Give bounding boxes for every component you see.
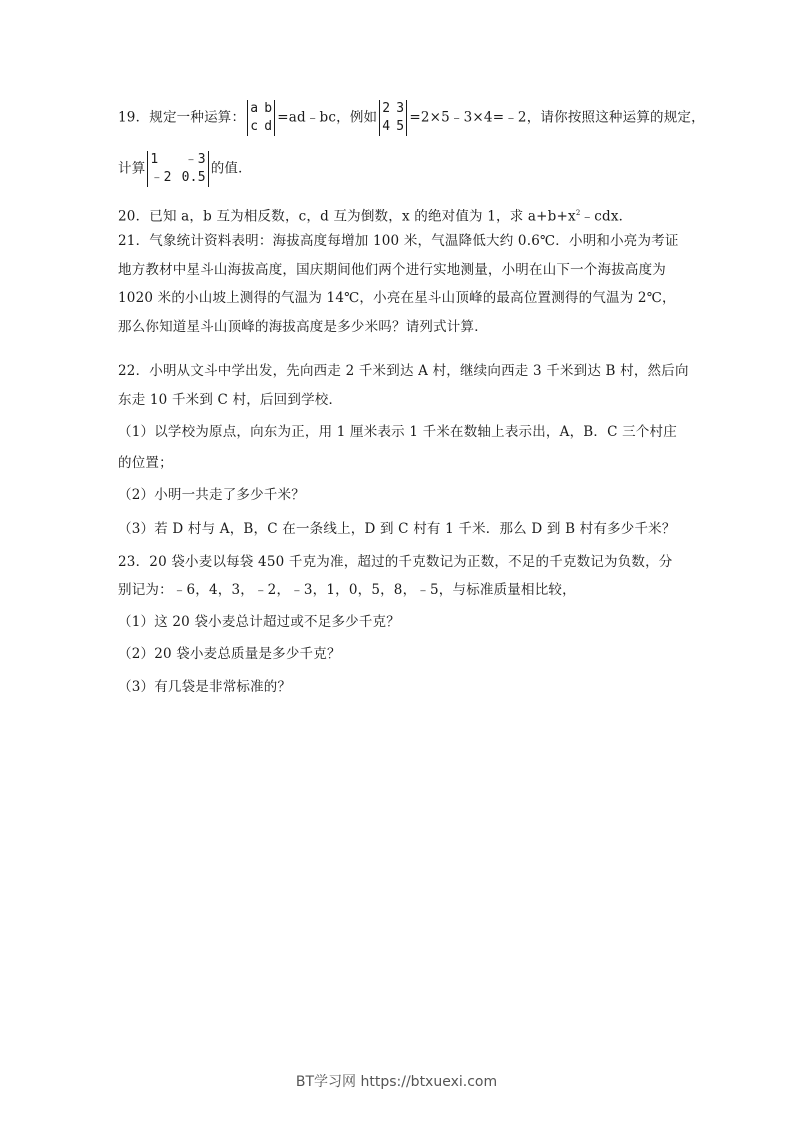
q19-compute-suffix: 的值． — [210, 160, 252, 177]
question-23-part-3: （3）有几袋是非常标准的？ — [118, 679, 292, 695]
question-23-line-2: 别记为：﹣6，4，3，﹣2，﹣3，1，0，5，8，﹣5，与标准质量相比较， — [118, 582, 576, 598]
question-22-line-1: 22．小明从文斗中学出发，先向西走 2 千米到达 A 村，继续向西走 3 千米到达 B 村，然后向 — [118, 363, 689, 379]
question-20: 20．已知 a，b 互为相反数，c，d 互为倒数，x 的绝对值为 1，求 $a+b+x^2﹣cdx$． — [118, 208, 633, 225]
question-22-part-1: （1）以学校为原点，向东为正，用 1 厘米表示 1 千米在数轴上表示出，A，B．C 三个村庄 — [118, 424, 677, 440]
example-determinant: 2 3 4 5 — [379, 100, 407, 136]
question-22-part-3: （3）若 D 村与 A，B，C 在一条线上，D 到 C 村有 1 千米．那么 D 到 B 村有多少千米？ — [118, 521, 676, 537]
question-21-line-3: 1020 米的小山坡上测得的气温为 14℃，小亮在星斗山顶峰的最高位置测得的气温为 2℃， — [118, 290, 676, 306]
question-19-line-2 — [118, 151, 252, 187]
question-22-part-1-cont: 的位置； — [118, 455, 173, 471]
question-22-line-2: 东走 10 千米到 C 村，后回到学校． — [118, 392, 343, 408]
question-21-line-4: 那么你知道星斗山顶峰的海拔高度是多少米吗？请列式计算． — [118, 319, 488, 335]
q19-compute-prefix: 计算 — [118, 160, 146, 177]
question-19-line-1 — [118, 100, 705, 136]
question-23-part-1: （1）这 20 袋小麦总计超过或不足多少千克？ — [118, 614, 400, 630]
footer-watermark: BT学习网 https://btxuexi.com — [295, 1074, 498, 1090]
q19-prefix: 19．规定一种运算： — [118, 109, 246, 126]
question-21-line-2: 地方教材中星斗山海拔高度，国庆期间他们两个进行实地测量，小明在山下一个海拔高度为 — [118, 262, 666, 278]
question-21-line-1: 21．气象统计资料表明：海拔高度每增加 100 米，气温降低大约 0.6℃．小明和小亮为考证 — [118, 233, 679, 249]
question-22-part-2: （2）小明一共走了多少千米？ — [118, 487, 305, 503]
q19-definition-result: =ad﹣bc，例如 — [277, 109, 378, 126]
compute-determinant: 1 ﹣3 ﹣2 0.5 — [147, 151, 208, 187]
question-23-line-1: 23．20 袋小麦以每袋 450 千克为准，超过的千克数记为正数，不足的千克数记为负数，分 — [118, 554, 673, 570]
exponent: 2 — [575, 209, 581, 217]
q19-example-result: =2×5﹣3×4=﹣2，请你按照这种运算的规定， — [409, 109, 705, 126]
question-23-part-2: （2）20 袋小麦总质量是多少千克？ — [118, 646, 341, 662]
definition-determinant: a b c d — [247, 100, 275, 136]
